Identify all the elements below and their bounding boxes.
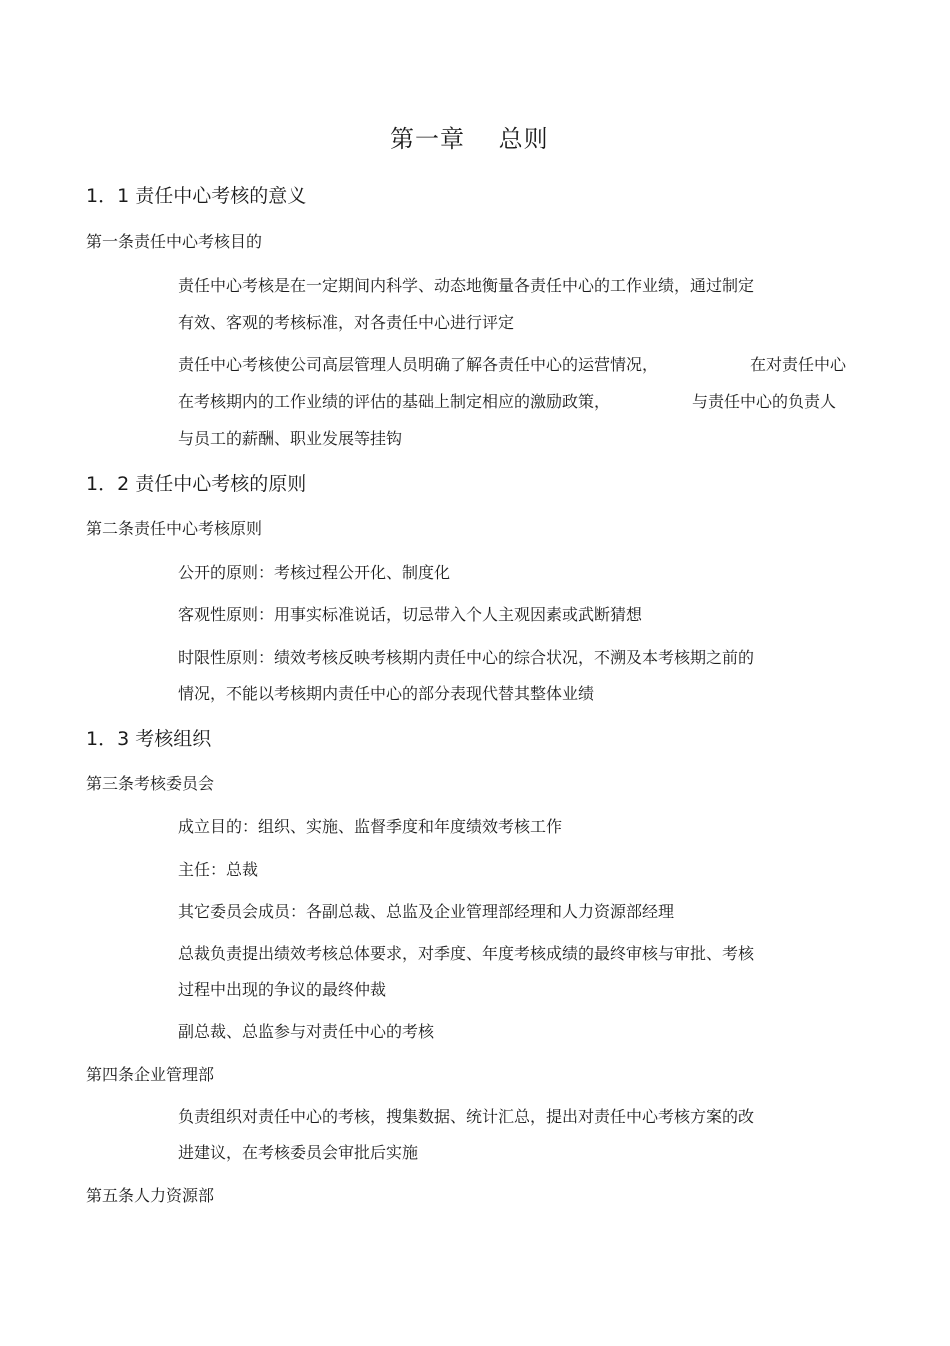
paragraph-line: 责任中心考核是在一定期间内科学、动态地衡量各责任中心的工作业绩，通过制定 [178, 276, 755, 295]
paragraph-line: 客观性原则：用事实标准说话，切忌带入个人主观因素或武断猜想 [178, 605, 643, 624]
article-title: 第二条责任中心考核原则 [86, 519, 263, 538]
article-title: 第五条人力资源部 [86, 1186, 215, 1205]
paragraph-line: 在对责任中心 [750, 355, 847, 374]
paragraph-line: 情况，不能以考核期内责任中心的部分表现代替其整体业绩 [178, 684, 595, 703]
article-title: 第三条考核委员会 [86, 774, 215, 793]
article-title: 第四条企业管理部 [86, 1065, 215, 1084]
paragraph-line: 总裁负责提出绩效考核总体要求，对季度、年度考核成绩的最终审核与审批、考核 [178, 944, 755, 963]
paragraph-line: 副总裁、总监参与对责任中心的考核 [178, 1022, 435, 1041]
paragraph-line: 过程中出现的争议的最终仲裁 [178, 980, 387, 999]
paragraph-line: 时限性原则：绩效考核反映考核期内责任中心的综合状况，不溯及本考核期之前的 [178, 648, 755, 667]
paragraph-line: 负责组织对责任中心的考核，搜集数据、统计汇总，提出对责任中心考核方案的改 [178, 1107, 755, 1126]
paragraph-line: 主任：总裁 [178, 860, 259, 879]
section-heading: 1．1 责任中心考核的意义 [86, 185, 307, 207]
section-heading: 1．2 责任中心考核的原则 [86, 473, 307, 495]
paragraph-line: 其它委员会成员：各副总裁、总监及企业管理部经理和人力资源部经理 [178, 902, 675, 921]
paragraph-line: 与责任中心的负责人 [692, 392, 837, 411]
paragraph-line: 成立目的：组织、实施、监督季度和年度绩效考核工作 [178, 817, 563, 836]
paragraph-line: 在考核期内的工作业绩的评估的基础上制定相应的激励政策， [178, 392, 611, 411]
paragraph-line: 进建议，在考核委员会审批后实施 [178, 1143, 419, 1162]
paragraph-line: 责任中心考核使公司高层管理人员明确了解各责任中心的运营情况， [178, 355, 659, 374]
paragraph-line: 公开的原则：考核过程公开化、制度化 [178, 563, 451, 582]
chapter-title: 第一章 总则 [390, 125, 549, 153]
paragraph-line: 与员工的薪酬、职业发展等挂钩 [178, 429, 403, 448]
section-heading: 1．3 考核组织 [86, 728, 212, 750]
article-title: 第一条责任中心考核目的 [86, 232, 263, 251]
paragraph-line: 有效、客观的考核标准，对各责任中心进行评定 [178, 313, 515, 332]
